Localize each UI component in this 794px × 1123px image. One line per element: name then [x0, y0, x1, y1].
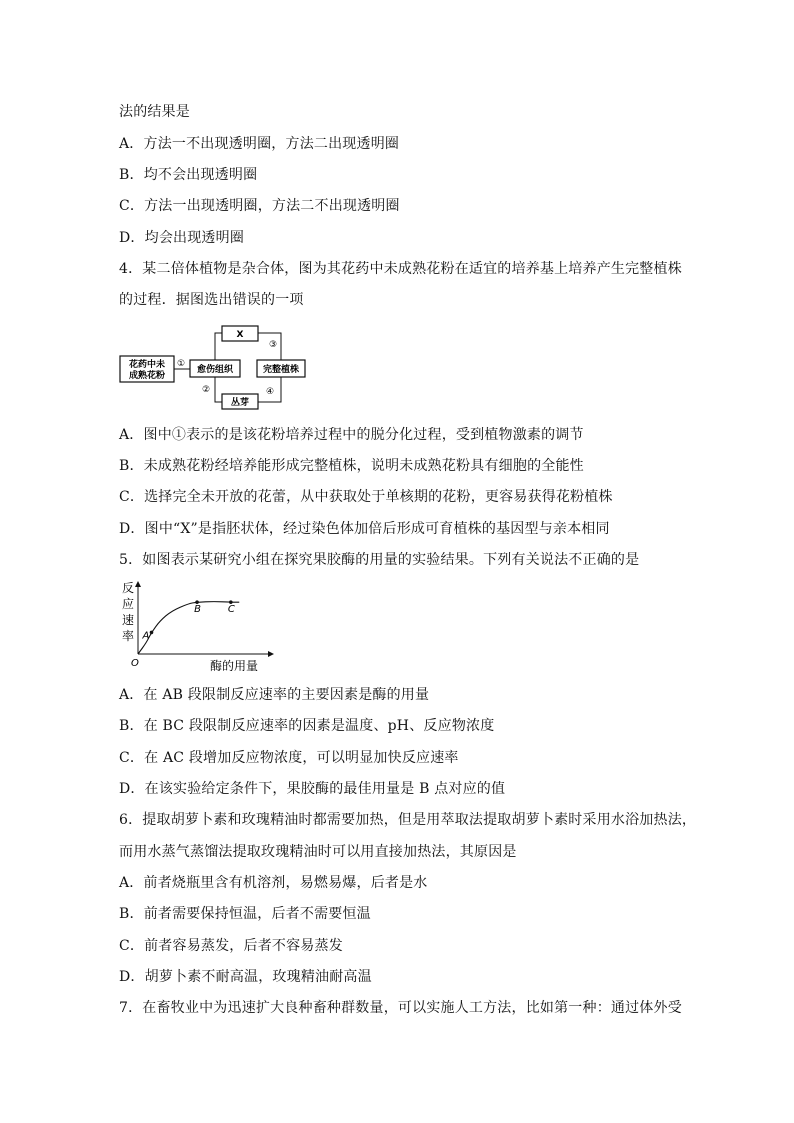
step4-label: ④	[265, 387, 275, 397]
q7-stem-line1: 7．在畜牧业中为迅速扩大良种畜种群数量，可以实施人工方法，比如第一种：通过体外受	[119, 1000, 682, 1016]
q5-chart	[118, 578, 278, 674]
q5-option-a: A．在 AB 段限制反应速率的主要因素是酶的用量	[119, 687, 430, 703]
q4-option-a: A．图中①表示的是该花粉培养过程中的脱分化过程，受到植物激素的调节	[119, 427, 584, 443]
origin-label: O	[131, 658, 139, 669]
q4-stem-line2: 的过程．据图选出错误的一项	[119, 292, 304, 308]
x-axis-label: 酶的用量	[210, 659, 259, 673]
q4-diagram	[118, 322, 308, 414]
q4-option-c: C．选择完全未开放的花蕾，从中获取处于单核期的花粉，更容易获得花粉植株	[119, 489, 613, 505]
step2-label: ②	[201, 385, 211, 395]
y-axis-label-4: 率	[122, 629, 135, 643]
step1-label: ①	[176, 359, 186, 369]
q6-stem-line1: 6．提取胡萝卜素和玫瑰精油时都需要加热，但是用萃取法提取胡萝卜素时采用水浴加热法，	[119, 812, 697, 828]
q5-option-c: C．在 AC 段增加反应物浓度，可以明显加快反应速率	[119, 750, 459, 766]
point-label-c: C	[227, 604, 235, 616]
point-a	[150, 631, 154, 635]
bud-label: 丛芽	[230, 398, 250, 408]
start-box-label-1: 花药中未	[128, 360, 166, 370]
y-axis-label-3: 速	[122, 613, 135, 627]
plant-label: 完整植株	[262, 365, 300, 375]
x-label: X	[236, 330, 244, 340]
point-label-b: B	[194, 604, 201, 616]
q6-stem-line2: 而用水蒸气蒸馏法提取玫瑰精油时可以用直接加热法，其原因是	[119, 844, 517, 860]
q3-option-a: A．方法一不出现透明圈，方法二出现透明圈	[119, 136, 400, 152]
q3-option-b: B．均不会出现透明圈	[119, 167, 258, 183]
point-label-a: A	[142, 630, 150, 642]
callus-label: 愈伤组织	[196, 365, 234, 375]
q5-option-b: B．在 BC 段限制反应速率的因素是温度、pH、反应物浓度	[119, 718, 495, 734]
q3-option-c: C．方法一出现透明圈，方法二不出现透明圈	[119, 198, 400, 214]
q6-option-b: B．前者需要保持恒温，后者不需要恒温	[119, 906, 371, 922]
q4-stem-line1: 4．某二倍体植物是杂合体，图为其花药中未成熟花粉在适宜的培养基上培养产生完整植株	[119, 261, 682, 277]
y-axis-label-1: 反	[122, 581, 135, 595]
q5-stem: 5．如图表示某研究小组在探究果胶酶的用量的实验结果。下列有关说法不正确的是	[119, 552, 640, 568]
q6-option-c: C．前者容易蒸发，后者不容易蒸发	[119, 938, 343, 954]
rate-curve	[138, 602, 239, 654]
q4-option-b: B．未成熟花粉经培养能形成完整植株，说明未成熟花粉具有细胞的全能性	[119, 458, 584, 474]
q6-option-d: D．胡萝卜素不耐高温，玫瑰精油耐高温	[119, 969, 372, 985]
q3-stem-tail: 法的结果是	[119, 104, 190, 120]
q3-option-d: D．均会出现透明圈	[119, 230, 245, 246]
start-box-label-2: 成熟花粉	[128, 371, 166, 381]
step3-label: ③	[268, 340, 278, 350]
y-axis-label-2: 应	[122, 597, 135, 611]
q4-option-d: D．图中“X”是指胚状体，经过染色体加倍后形成可育植株的基因型与亲本相同	[119, 521, 610, 537]
q6-option-a: A．前者烧瓶里含有机溶剂，易燃易爆，后者是水	[119, 875, 428, 891]
q5-option-d: D．在该实验给定条件下，果胶酶的最佳用量是 B 点对应的值	[119, 781, 506, 797]
